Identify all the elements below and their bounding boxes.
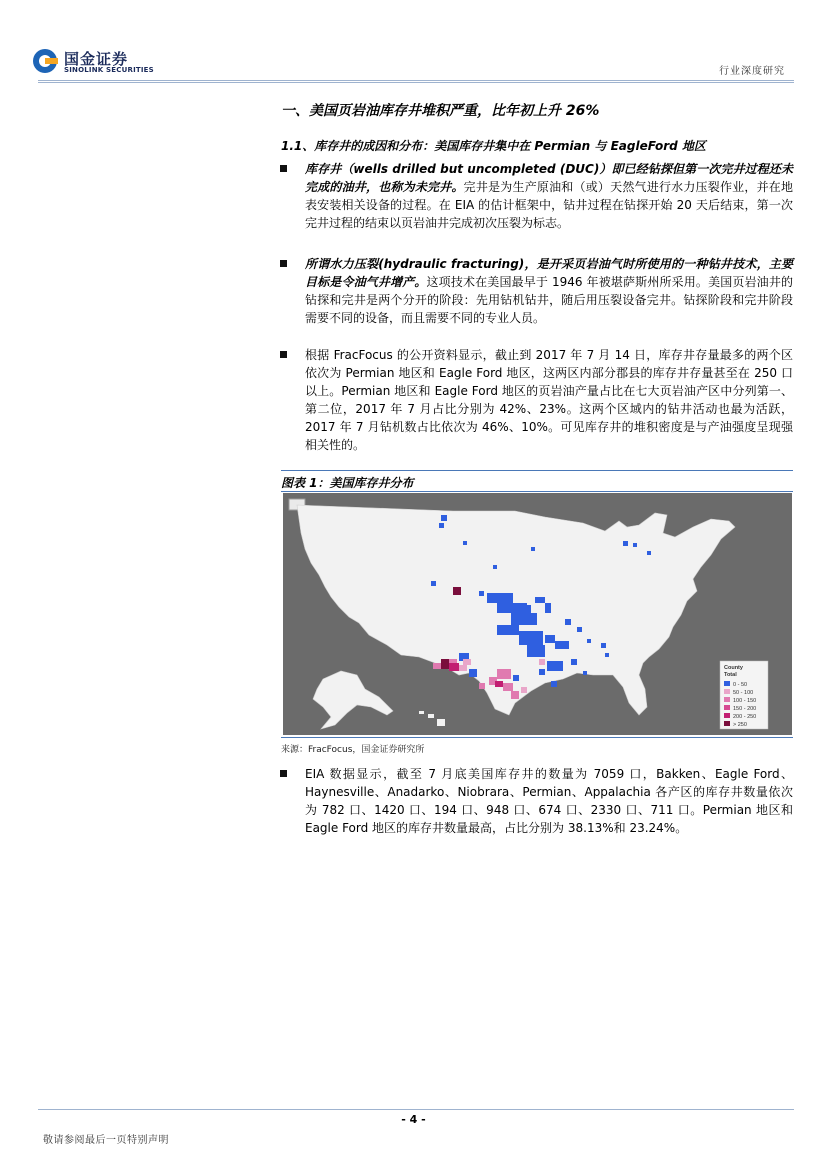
- bullet-bold-text: 库存井（wells drilled but uncompleted (DUC)）即已经钻探但第一次完井过程还未完成的油井，也称为未完井。: [305, 162, 793, 194]
- bullet-item: [281, 765, 793, 837]
- bullet-item: [281, 255, 793, 327]
- legend-swatch: [724, 721, 730, 726]
- figure-source: 来源：FracFocus，国金证券研究所: [281, 745, 425, 755]
- us-duc-wells-map: [283, 493, 792, 735]
- legend-label: 0 - 50: [733, 681, 748, 688]
- legend-title-1: County: [724, 665, 743, 671]
- legend-swatch: [724, 681, 730, 686]
- figure-top-rule: [281, 470, 793, 471]
- section-title: 一、美国页岩油库存井堆积严重，比年初上升 26%: [281, 103, 600, 119]
- legend-label: > 250: [733, 721, 747, 728]
- footer-disclaimer: 敬请参阅最后一页特别声明: [43, 1135, 169, 1146]
- bullet-text: 这项技术在美国最早于 1946 年被堪萨斯州所采用。美国页岩油井的钻探和完井是两个分开的阶段：先用钻机钻井，随后用压裂设备完井。钻探阶段和完井阶段需要不同的设备，而且需要不同的专业人员。: [305, 275, 793, 325]
- legend-label: 150 - 200: [733, 705, 757, 712]
- legend-label: 200 - 250: [733, 713, 757, 720]
- legend-swatch: [724, 705, 730, 710]
- bullet-bold-text: 所谓水力压裂(hydraulic fracturing)，是开采页岩油气时所使用的一种钻井技术，主要目标是令油气井增产。: [305, 257, 793, 289]
- logo-chinese-name: 国金证券: [64, 50, 129, 68]
- header-divider-2: [38, 82, 794, 83]
- header-divider: [38, 80, 794, 81]
- bullet-square-icon: [280, 770, 287, 777]
- legend-label: 100 - 150: [733, 697, 757, 704]
- legend-title-2: Total: [724, 672, 737, 678]
- figure-title: 图表 1：美国库存井分布: [281, 476, 414, 490]
- figure-bottom-rule: [281, 737, 793, 738]
- bullet-text: EIA 数据显示，截至 7 月底美国库存井的数量为 7059 口，Bakken、Eagle Ford、Haynesville、Anadarko、Niobrara、Permian、Appalachia 各产区的库存井数量依次为 782 口、1420 口、194 口、948 口、674 口、2330 口、711 口。Permian 地区和 Eagle Ford 地区的库存井数量最高，占比分别为 38.13%和 23.24%。: [305, 767, 793, 835]
- legend-swatch: [724, 689, 730, 694]
- bullet-square-icon: [280, 260, 287, 267]
- page-number: - 4 -: [401, 1113, 426, 1126]
- map-legend: [720, 661, 768, 729]
- sinolink-logo-icon: [32, 48, 58, 74]
- report-type: 行业深度研究: [719, 66, 785, 77]
- logo-english-name: SINOLINK SECURITIES: [64, 66, 154, 74]
- figure-title-rule: [281, 491, 793, 492]
- bullet-text: 根据 FracFocus 的公开资料显示，截止到 2017 年 7 月 14 日，库存井存量最多的两个区依次为 Permian 地区和 Eagle Ford 地区，这两区内部分郡县的库存井存量甚至在 250 口以上。Permian 地区和 Eagle Ford 地区的页岩油产量占比在七大页岩油产区中分列第一、第二位，2017 年 7 月占比分别为 42%、23%。这两个区域内的钻井活动也最为活跃，2017 年 7 月钻机数占比依次为 46%、10%。可见库存井的堆积密度是与产油强度呈现强相关性的。: [305, 348, 793, 452]
- bullet-square-icon: [280, 165, 287, 172]
- legend-swatch: [724, 697, 730, 702]
- footer-divider: [38, 1109, 794, 1110]
- legend-label: 50 - 100: [733, 689, 754, 696]
- legend-swatch: [724, 713, 730, 718]
- bullet-square-icon: [280, 351, 287, 358]
- bullet-text: 完井是为生产原油和（或）天然气进行水力压裂作业，并在地表安装相关设备的过程。在 EIA 的估计框架中，钻井过程在钻探开始 20 天后结束，第一次完井过程的结束以页岩油井完成初次压裂为标志。: [305, 180, 793, 230]
- bullet-item: [281, 346, 793, 454]
- section-subtitle: 1.1、库存井的成因和分布：美国库存井集中在 Permian 与 EagleFord 地区: [281, 139, 706, 153]
- bullet-item: [281, 160, 793, 232]
